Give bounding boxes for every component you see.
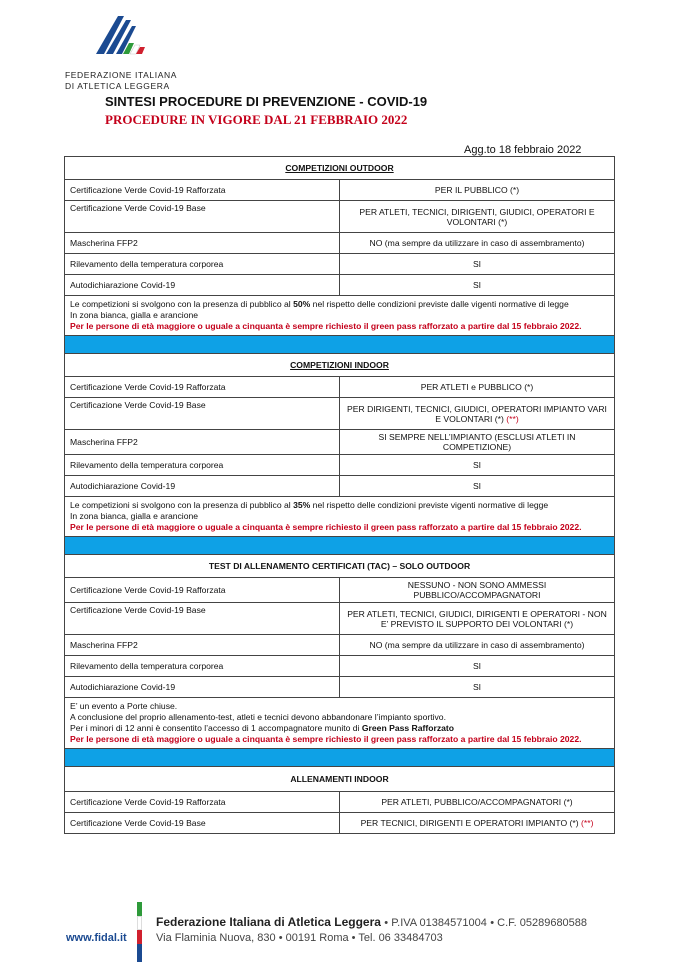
footer-org-line: Federazione Italiana di Atletica Leggera • P.IVA 01384571004 • C.F. 05289680588 xyxy=(156,915,588,929)
fidal-logo-icon xyxy=(96,14,146,56)
note-text: nel rispetto delle condizioni previste dalle vigenti normative di legge xyxy=(310,299,569,309)
section-heading-outdoor xyxy=(65,157,615,180)
row-value: NO (ma sempre da utilizzare in caso di assembramento) xyxy=(340,635,615,656)
row-value-note: (**) xyxy=(506,413,519,424)
table-row xyxy=(65,476,615,497)
section-separator xyxy=(65,537,615,555)
indoor-heading: COMPETIZIONI INDOOR xyxy=(290,360,389,370)
table-row xyxy=(65,813,615,834)
note-text: E’ un evento a Porte chiuse. xyxy=(70,701,178,711)
section-separator xyxy=(65,749,615,767)
row-value: SI xyxy=(340,476,615,497)
row-label: Certificazione Verde Covid-19 Base xyxy=(65,603,340,635)
table-row xyxy=(65,656,615,677)
section-note-tac xyxy=(65,698,615,749)
note-warning: Per le persone di età maggiore o uguale a cinquanta è sempre richiesto il green pass rafforzato a partire dal 15 febbraio 2022. xyxy=(70,321,582,331)
note-zone: In zona bianca, gialla e arancione xyxy=(70,310,199,320)
table-row xyxy=(65,455,615,476)
section-heading-training xyxy=(65,767,615,792)
training-heading: ALLENAMENTI INDOOR xyxy=(290,774,389,784)
row-value: SI SEMPRE NELL’IMPIANTO (ESCLUSI ATLETI IN COMPETIZIONE) xyxy=(340,430,615,455)
footer-address: Via Flaminia Nuova, 830 xyxy=(156,932,276,944)
table-row xyxy=(65,180,615,201)
note-text: Le competizioni si svolgono con la presenza di pubblico al xyxy=(70,500,294,510)
row-value: NO (ma sempre da utilizzare in caso di assembramento) xyxy=(340,233,615,254)
table-row xyxy=(65,254,615,275)
row-label: Certificazione Verde Covid-19 Rafforzata xyxy=(65,377,340,398)
row-label: Certificazione Verde Covid-19 Rafforzata xyxy=(65,578,340,603)
tac-heading: TEST DI ALLENAMENTO CERTIFICATI (TAC) – SOLO OUTDOOR xyxy=(208,561,471,571)
row-value: PER ATLETI e PUBBLICO (*) xyxy=(340,377,615,398)
footer-cf: C.F. 05289680588 xyxy=(497,917,588,929)
row-value: SI xyxy=(340,275,615,296)
note-zone: In zona bianca, gialla e arancione xyxy=(70,511,199,521)
row-label: Mascherina FFP2 xyxy=(65,430,340,455)
table-row xyxy=(65,275,615,296)
section-note-indoor xyxy=(65,497,615,537)
table-row xyxy=(65,578,615,603)
row-label: Certificazione Verde Covid-19 Rafforzata xyxy=(65,792,340,813)
row-value: PER ATLETI, TECNICI, GIUDICI, DIRIGENTI E OPERATORI - NON E’ PREVISTO IL SUPPORTO DEI VOLONTARI (*) xyxy=(340,603,615,635)
note-text: A conclusione del proprio allenamento-test, atleti e tecnici devono abbandonare l’impianto sportivo. xyxy=(70,712,446,722)
footer-address-line: Via Flaminia Nuova, 830 • 00191 Roma • Tel. 06 33484703 xyxy=(156,932,443,944)
row-value: NESSUNO - NON SONO AMMESSI PUBBLICO/ACCOMPAGNATORI xyxy=(340,578,615,603)
document-title: SINTESI PROCEDURE DI PREVENZIONE - COVID-19 xyxy=(105,94,428,109)
note-percentage: 35% xyxy=(293,500,311,510)
table-row xyxy=(65,377,615,398)
row-label: Certificazione Verde Covid-19 Base xyxy=(65,201,340,233)
row-label: Autodichiarazione Covid-19 xyxy=(65,275,340,296)
row-label: Certificazione Verde Covid-19 Base xyxy=(65,813,340,834)
footer-org-name: Federazione Italiana di Atletica Leggera xyxy=(156,915,381,929)
row-value: SI xyxy=(340,254,615,275)
row-label: Rilevamento della temperatura corporea xyxy=(65,656,340,677)
footer-cap: 00191 Roma xyxy=(285,932,349,944)
row-label: Rilevamento della temperatura corporea xyxy=(65,254,340,275)
row-value: PER DIRIGENTI, TECNICI, GIUDICI, OPERATORI IMPIANTO VARI E VOLONTARI (*) xyxy=(347,403,607,424)
italian-flag-stripe xyxy=(137,902,142,962)
row-label: Certificazione Verde Covid-19 Base xyxy=(65,398,340,430)
table-row xyxy=(65,201,615,233)
footer-tel: Tel. 06 33484703 xyxy=(358,932,443,944)
table-row xyxy=(65,398,615,430)
row-label: Mascherina FFP2 xyxy=(65,635,340,656)
row-value: PER ATLETI, TECNICI, DIRIGENTI, GIUDICI, OPERATORI E VOLONTARI (*) xyxy=(340,201,615,233)
note-text: nel rispetto delle condizioni previste vigenti normative di legge xyxy=(310,500,549,510)
row-value: SI xyxy=(340,677,615,698)
table-row xyxy=(65,677,615,698)
outdoor-heading: COMPETIZIONI OUTDOOR xyxy=(285,163,394,173)
note-text: Le competizioni si svolgono con la presenza di pubblico al xyxy=(70,299,294,309)
note-warning: Per le persone di età maggiore o uguale a cinquanta è sempre richiesto il green pass rafforzato a partire dal 15 febbraio 2022. xyxy=(70,734,582,744)
row-value: PER IL PUBBLICO (*) xyxy=(340,180,615,201)
row-label: Rilevamento della temperatura corporea xyxy=(65,455,340,476)
row-value-cell xyxy=(340,398,615,430)
note-percentage: 50% xyxy=(293,299,311,309)
note-text: Per i minori di 12 anni è consentito l’accesso di 1 accompagnatore munito di xyxy=(70,723,362,733)
row-value: SI xyxy=(340,656,615,677)
footer-website[interactable]: www.fidal.it xyxy=(66,932,127,944)
row-label: Certificazione Verde Covid-19 Rafforzata xyxy=(65,180,340,201)
table-row xyxy=(65,635,615,656)
note-green-pass: Green Pass Rafforzato xyxy=(361,723,455,733)
row-label: Mascherina FFP2 xyxy=(65,233,340,254)
table-row xyxy=(65,603,615,635)
section-note-outdoor xyxy=(65,296,615,336)
document-subtitle: PROCEDURE IN VIGORE DAL 21 FEBBRAIO 2022 xyxy=(105,112,408,127)
procedures-table xyxy=(64,156,615,834)
table-row xyxy=(65,792,615,813)
row-value: SI xyxy=(340,455,615,476)
update-date: Agg.to 18 febbraio 2022 xyxy=(464,144,582,156)
row-label: Autodichiarazione Covid-19 xyxy=(65,476,340,497)
row-value-note: (**) xyxy=(581,818,594,828)
row-value: PER TECNICI, DIRIGENTI E OPERATORI IMPIANTO (*) xyxy=(360,818,582,828)
row-value-cell xyxy=(340,813,615,834)
footer-piva: P.IVA 01384571004 xyxy=(391,917,487,929)
section-separator xyxy=(65,336,615,354)
note-warning: Per le persone di età maggiore o uguale a cinquanta è sempre richiesto il green pass rafforzato a partire dal 15 febbraio 2022. xyxy=(70,522,582,532)
section-heading-tac xyxy=(65,555,615,578)
row-value: PER ATLETI, PUBBLICO/ACCOMPAGNATORI (*) xyxy=(340,792,615,813)
logo-line-2: DI ATLETICA LEGGERA xyxy=(65,81,170,91)
table-row xyxy=(65,430,615,455)
section-heading-indoor xyxy=(65,354,615,377)
row-label: Autodichiarazione Covid-19 xyxy=(65,677,340,698)
table-row xyxy=(65,233,615,254)
logo-line-1: FEDERAZIONE ITALIANA xyxy=(65,70,177,80)
